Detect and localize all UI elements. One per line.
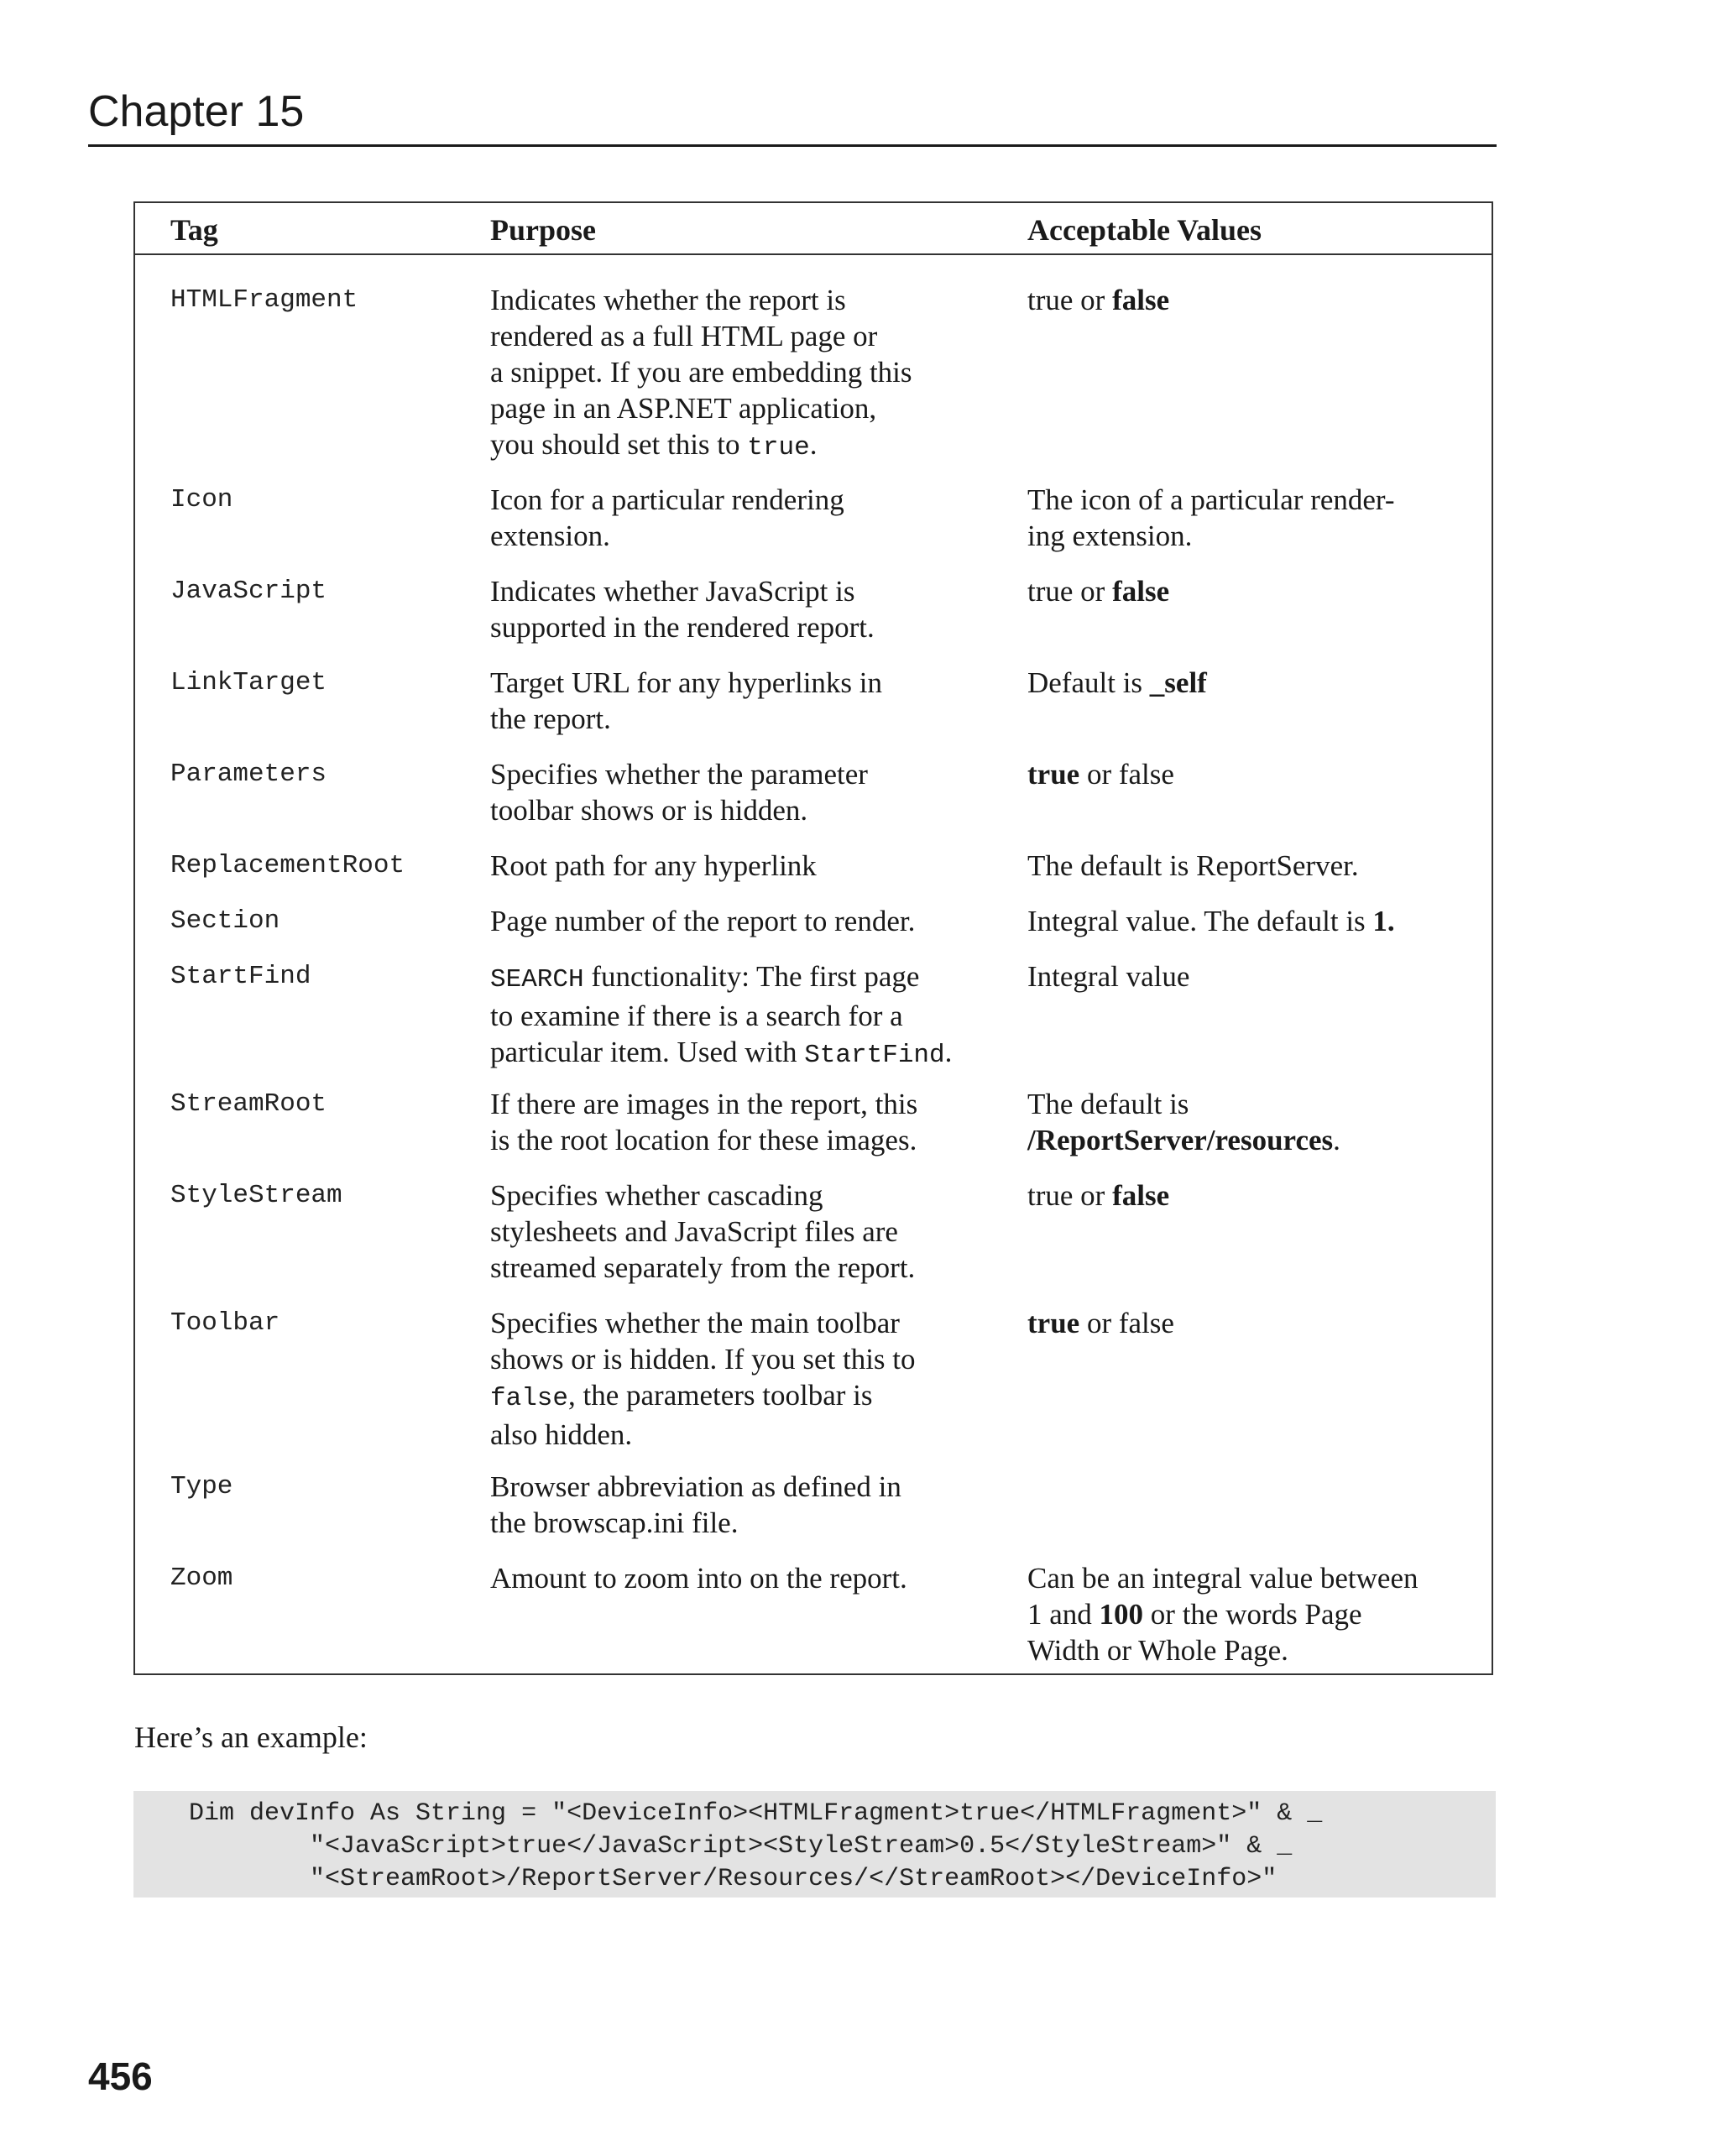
values-text: ing extension. [1027,519,1193,552]
values-text: true or [1027,1179,1113,1212]
values-default: 1. [1372,905,1395,937]
code-block [133,1791,1496,1898]
example-intro: Here’s an example: [134,1720,368,1754]
tag-cell: JavaScript [170,577,327,606]
values-text: Can be an integral value between [1027,1562,1419,1595]
tag-cell: StartFind [170,962,311,991]
purpose-cell [490,1086,1011,1158]
tag-cell: Icon [170,485,233,514]
values-text: 1 and [1027,1598,1100,1631]
values-text: Integral value [1027,960,1190,993]
purpose-text: a snippet. If you are embedding this [490,356,912,389]
purpose-text: Root path for any hyperlink [490,849,817,882]
purpose-text: particular item. Used with [490,1036,805,1068]
tag-cell: HTMLFragment [170,285,358,315]
purpose-cell [490,958,1011,1073]
purpose-text: . [809,428,818,461]
values-cell [1027,756,1481,792]
values-cell [1027,282,1481,318]
values-cell [1027,1305,1481,1341]
purpose-cell [490,1305,1011,1453]
column-header-tag: Tag [170,213,218,247]
purpose-code: SEARCH [490,965,584,994]
purpose-cell [490,1469,1011,1541]
purpose-text: Indicates whether JavaScript is [490,575,855,608]
purpose-text: supported in the rendered report. [490,611,875,644]
values-default: false [1112,575,1170,608]
values-text: . [1333,1124,1340,1156]
tag-cell: LinkTarget [170,668,327,697]
purpose-code: false [490,1384,569,1413]
values-text: or false [1079,1307,1174,1339]
values-default: false [1112,1179,1170,1212]
purpose-text: functionality: The first page [583,960,920,993]
values-default: true [1027,758,1080,791]
purpose-text: also hidden. [490,1418,633,1451]
purpose-text: Target URL for any hyperlinks in [490,666,883,699]
purpose-cell [490,903,1011,939]
purpose-text: the browscap.ini file. [490,1506,739,1539]
purpose-text: stylesheets and JavaScript files are [490,1215,898,1248]
purpose-text: If there are images in the report, this [490,1088,918,1120]
values-text: Default is [1027,666,1150,699]
purpose-text: rendered as a full HTML page or [490,320,878,352]
purpose-text: , the parameters toolbar is [568,1379,873,1412]
values-text: The default is ReportServer. [1027,849,1359,882]
values-cell [1027,1560,1481,1668]
values-default: false [1112,284,1170,316]
purpose-cell [490,573,1011,645]
purpose-text: to examine if there is a search for a [490,1000,903,1032]
purpose-text: page in an ASP.NET application, [490,392,877,425]
purpose-text: Indicates whether the report is [490,284,846,316]
purpose-code: true [747,433,810,462]
purpose-text: is the root location for these images. [490,1124,917,1156]
purpose-cell [490,1177,1011,1286]
tag-cell: Section [170,906,280,936]
values-text: true or [1027,575,1113,608]
column-header-values: Acceptable Values [1027,213,1262,247]
purpose-cell [490,282,1011,466]
column-header-purpose: Purpose [490,213,596,247]
values-cell [1027,665,1481,701]
chapter-header: Chapter 15 [88,87,1497,147]
tag-cell: StreamRoot [170,1089,327,1119]
tag-cell: Parameters [170,760,327,789]
purpose-text: extension. [490,519,610,552]
purpose-text: you should set this to [490,428,748,461]
purpose-text: streamed separately from the report. [490,1251,916,1284]
values-cell [1027,958,1481,994]
values-text: The icon of a particular render- [1027,483,1395,516]
table-header-row [135,203,1492,255]
purpose-cell [490,848,1011,884]
purpose-cell [490,1560,1011,1596]
purpose-cell [490,756,1011,828]
purpose-text: toolbar shows or is hidden. [490,794,808,827]
tag-cell: StyleStream [170,1181,342,1210]
page-number: 456 [88,2054,153,2098]
purpose-cell [490,482,1011,554]
purpose-text: Browser abbreviation as defined in [490,1470,901,1503]
code-line: Dim devInfo As String = "<DeviceInfo><HTMLFragment>true</HTMLFragment>" & _ [189,1799,1323,1828]
purpose-code: StartFind [804,1041,945,1070]
values-cell [1027,903,1481,939]
values-default: _self [1149,666,1207,699]
values-cell [1027,482,1481,554]
code-line: "<StreamRoot>/ReportServer/Resources/</StreamRoot></DeviceInfo>" [189,1865,1277,1893]
purpose-text: Specifies whether the parameter [490,758,868,791]
tag-cell: Type [170,1472,233,1501]
values-cell [1027,1086,1481,1158]
purpose-text: Specifies whether the main toolbar [490,1307,900,1339]
tag-cell: Zoom [170,1563,233,1593]
values-text: The default is [1027,1088,1189,1120]
values-default: /ReportServer/resources [1027,1124,1334,1156]
device-info-table [133,201,1493,1675]
values-cell [1027,1177,1481,1214]
values-text: or false [1079,758,1174,791]
purpose-text: . [944,1036,953,1068]
purpose-text: shows or is hidden. If you set this to [490,1343,916,1376]
values-text: true or [1027,284,1113,316]
values-default: 100 [1099,1598,1144,1631]
tag-cell: Toolbar [170,1308,280,1338]
values-text: Width or Whole Page. [1027,1634,1288,1667]
tag-cell: ReplacementRoot [170,851,405,880]
purpose-text: Page number of the report to render. [490,905,916,937]
values-text: Integral value. The default is [1027,905,1373,937]
purpose-text: Icon for a particular rendering [490,483,844,516]
purpose-cell [490,665,1011,737]
code-line: "<JavaScript>true</JavaScript><StyleStream>0.5</StyleStream>" & _ [189,1832,1293,1861]
values-text: or the words Page [1143,1598,1362,1631]
purpose-text: the report. [490,702,611,735]
purpose-text: Amount to zoom into on the report. [490,1562,907,1595]
values-default: true [1027,1307,1080,1339]
purpose-text: Specifies whether cascading [490,1179,823,1212]
values-cell [1027,848,1481,884]
values-cell [1027,573,1481,609]
